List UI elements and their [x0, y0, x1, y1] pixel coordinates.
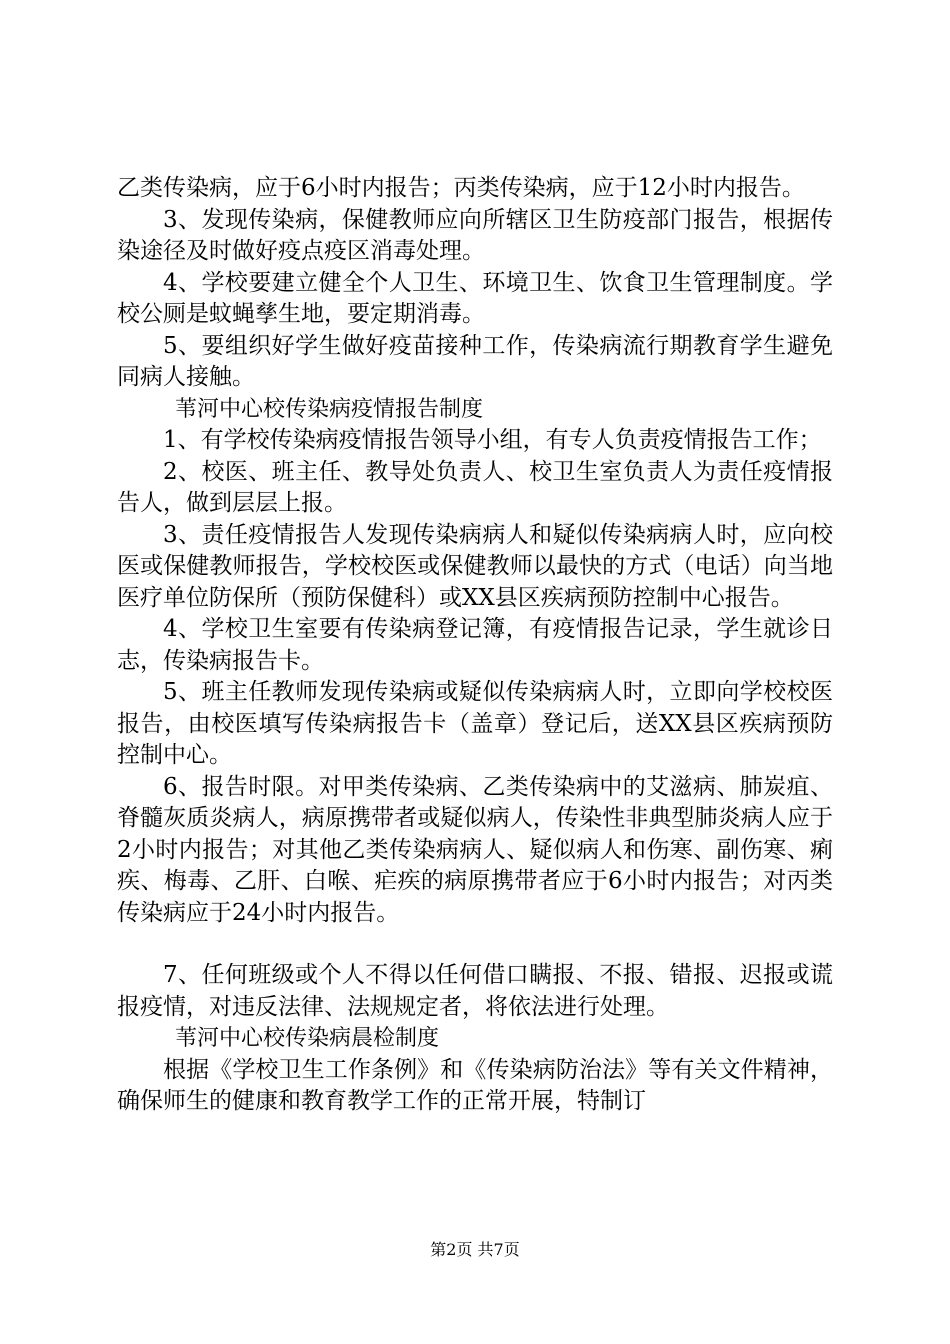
paragraph: 根据《学校卫生工作条例》和《传染病防治法》等有关文件精神，确保师生的健康和教育教学工作的正常开展，特制订: [117, 1056, 833, 1114]
paragraph: 6、报告时限。对甲类传染病、乙类传染病中的艾滋病、肺炭疽、脊髓灰质炎病人，病原携带者或疑似病人，传染性非典型肺炎病人应于2小时内报告；对其他乙类传染病病人、疑似病人和伤寒、副伤寒、痢疾、梅毒、乙肝、白喉、疟疾的病原携带者应于6小时内报告；对丙类传染病应于24小时内报告。: [117, 773, 833, 926]
paragraph: 5、要组织好学生做好疫苗接种工作，传染病流行期教育学生避免同病人接触。: [117, 332, 833, 390]
paragraph: 2、校医、班主任、教导处负责人、校卫生室负责人为责任疫情报告人，做到层层上报。: [117, 458, 833, 516]
paragraph: 4、学校要建立健全个人卫生、环境卫生、饮食卫生管理制度。学校公厕是蚊蝇孳生地，要定期消毒。: [117, 269, 833, 327]
paragraph: 7、任何班级或个人不得以任何借口瞒报、不报、错报、迟报或谎报疫情，对违反法律、法规规定者，将依法进行处理。: [117, 962, 833, 1020]
paragraph: 4、学校卫生室要有传染病登记簿，有疫情报告记录，学生就诊日志，传染病报告卡。: [117, 616, 833, 674]
paragraph: 3、发现传染病，保健教师应向所辖区卫生防疫部门报告，根据传染途径及时做好疫点疫区消毒处理。: [117, 206, 833, 264]
document-body: [117, 173, 833, 1118]
page-footer: 第2页 共7页: [430, 1240, 520, 1259]
section-heading: 苇河中心校传染病疫情报告制度: [175, 396, 484, 422]
paragraph: 1、有学校传染病疫情报告领导小组，有专人负责疫情报告工作；: [163, 427, 822, 453]
section-heading: 苇河中心校传染病晨检制度: [175, 1026, 440, 1051]
paragraph: 3、责任疫情报告人发现传染病病人和疑似传染病病人时，应向校医或保健教师报告，学校校医或保健教师以最快的方式（电话）向当地医疗单位防保所（预防保健科）或XX县区疾病预防控制中心报告。: [117, 521, 833, 611]
paragraph: 5、班主任教师发现传染病或疑似传染病病人时，立即向学校校医报告，由校医填写传染病报告卡（盖章）登记后，送XX县区疾病预防控制中心。: [117, 679, 833, 768]
paragraph: 乙类传染病，应于6小时内报告；丙类传染病，应于12小时内报告。: [117, 175, 805, 201]
